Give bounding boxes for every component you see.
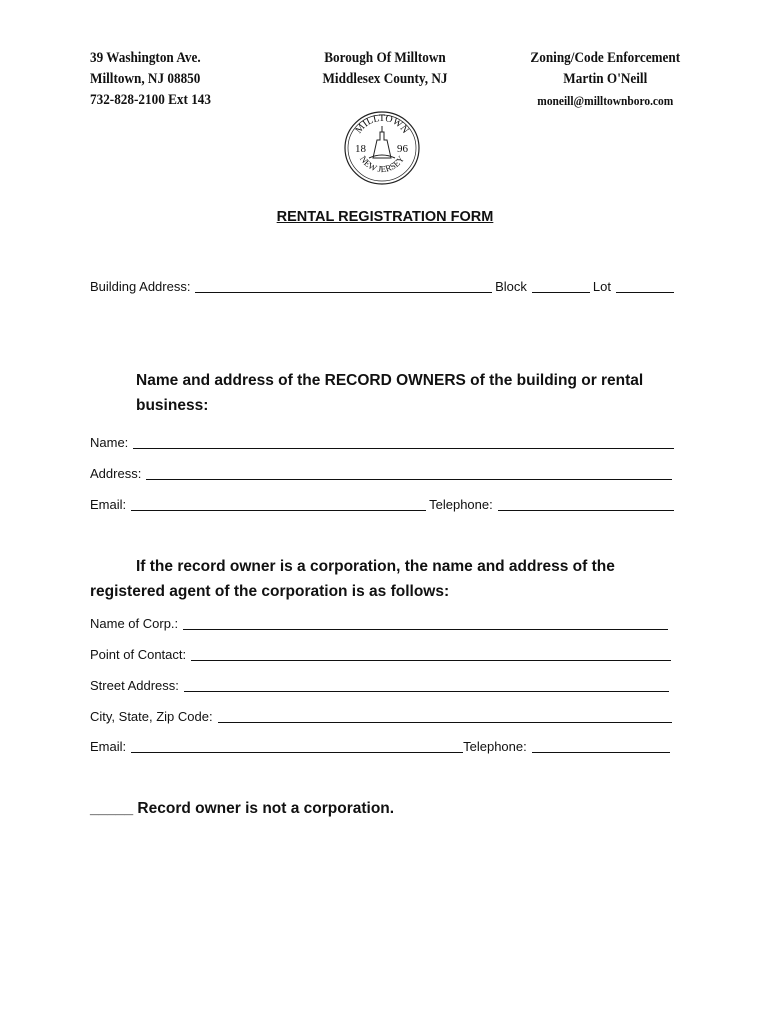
svg-text:96: 96 xyxy=(397,143,408,155)
city-state-zip: Milltown, NJ 08850 xyxy=(90,71,201,87)
owner-name-row xyxy=(90,432,674,450)
svg-text:NEW JERSEY: NEW JERSEY xyxy=(357,153,407,175)
building-address-field[interactable] xyxy=(195,279,492,293)
corp-name-label: Name of Corp.: xyxy=(90,616,179,631)
not-corporation-checkbox-blank[interactable]: _____ xyxy=(90,800,134,817)
street-address-row xyxy=(90,675,669,693)
header-left-address xyxy=(90,48,211,111)
corp-name-field[interactable] xyxy=(183,616,668,630)
owner-name-field[interactable] xyxy=(133,435,674,449)
owner-address-label: Address: xyxy=(90,466,142,481)
block-label: Block xyxy=(495,279,527,294)
owners-heading xyxy=(136,368,643,418)
corporation-heading-line2: registered agent of the corporation is as follows: xyxy=(90,583,450,600)
officer-name: Martin O'Neill xyxy=(563,71,648,87)
lot-field[interactable] xyxy=(616,279,674,293)
point-of-contact-field[interactable] xyxy=(191,647,671,661)
point-of-contact-row xyxy=(90,644,671,662)
corporation-heading xyxy=(90,554,615,604)
city-state-zip-field[interactable] xyxy=(218,709,672,723)
department-name: Zoning/Code Enforcement xyxy=(530,50,680,66)
corporation-heading-line1: If the record owner is a corporation, the name and address of the xyxy=(136,558,615,575)
owner-name-label: Name: xyxy=(90,435,129,450)
lot-label: Lot xyxy=(592,279,611,294)
owners-heading-line2: business: xyxy=(136,397,209,414)
building-address-row xyxy=(90,276,674,294)
owners-heading-line1: Name and address of the RECORD OWNERS of the building or rental xyxy=(136,372,644,389)
corp-email-field[interactable] xyxy=(131,739,463,753)
not-corporation-label: Record owner is not a corporation. xyxy=(137,800,395,817)
corp-email-telephone-row xyxy=(90,736,670,754)
header-center-borough xyxy=(322,48,447,90)
street-address: 39 Washington Ave. xyxy=(90,50,201,66)
street-address-label: Street Address: xyxy=(90,678,179,693)
corp-telephone-label: Telephone: xyxy=(463,739,527,754)
block-field[interactable] xyxy=(532,279,590,293)
not-corporation-row xyxy=(90,796,394,821)
city-state-zip-label: City, State, Zip Code: xyxy=(90,709,213,724)
building-address-label: Building Address: xyxy=(90,279,191,294)
form-title: RENTAL REGISTRATION FORM xyxy=(276,209,494,225)
street-address-field[interactable] xyxy=(184,678,669,692)
corp-email-label: Email: xyxy=(90,739,127,754)
owner-email-field[interactable] xyxy=(131,497,426,511)
borough-seal-logo xyxy=(343,110,421,186)
county-name: Middlesex County, NJ xyxy=(322,71,448,87)
owner-telephone-label: Telephone: xyxy=(429,497,493,512)
point-of-contact-label: Point of Contact: xyxy=(90,647,187,662)
owner-email-label: Email: xyxy=(90,497,127,512)
header-right-contact xyxy=(530,48,680,111)
svg-text:MILLTOWN: MILLTOWN xyxy=(353,112,411,136)
corp-telephone-field[interactable] xyxy=(532,739,670,753)
owner-telephone-field[interactable] xyxy=(498,497,674,511)
svg-text:18: 18 xyxy=(355,143,366,155)
phone-number: 732-828-2100 Ext 143 xyxy=(90,92,211,108)
owner-address-field[interactable] xyxy=(146,466,672,480)
owner-address-row xyxy=(90,463,672,481)
corp-name-row xyxy=(90,613,668,631)
borough-name: Borough Of Milltown xyxy=(324,50,446,66)
contact-email: moneill@milltownboro.com xyxy=(537,93,674,108)
owner-email-telephone-row xyxy=(90,494,674,512)
city-state-zip-row xyxy=(90,706,672,724)
